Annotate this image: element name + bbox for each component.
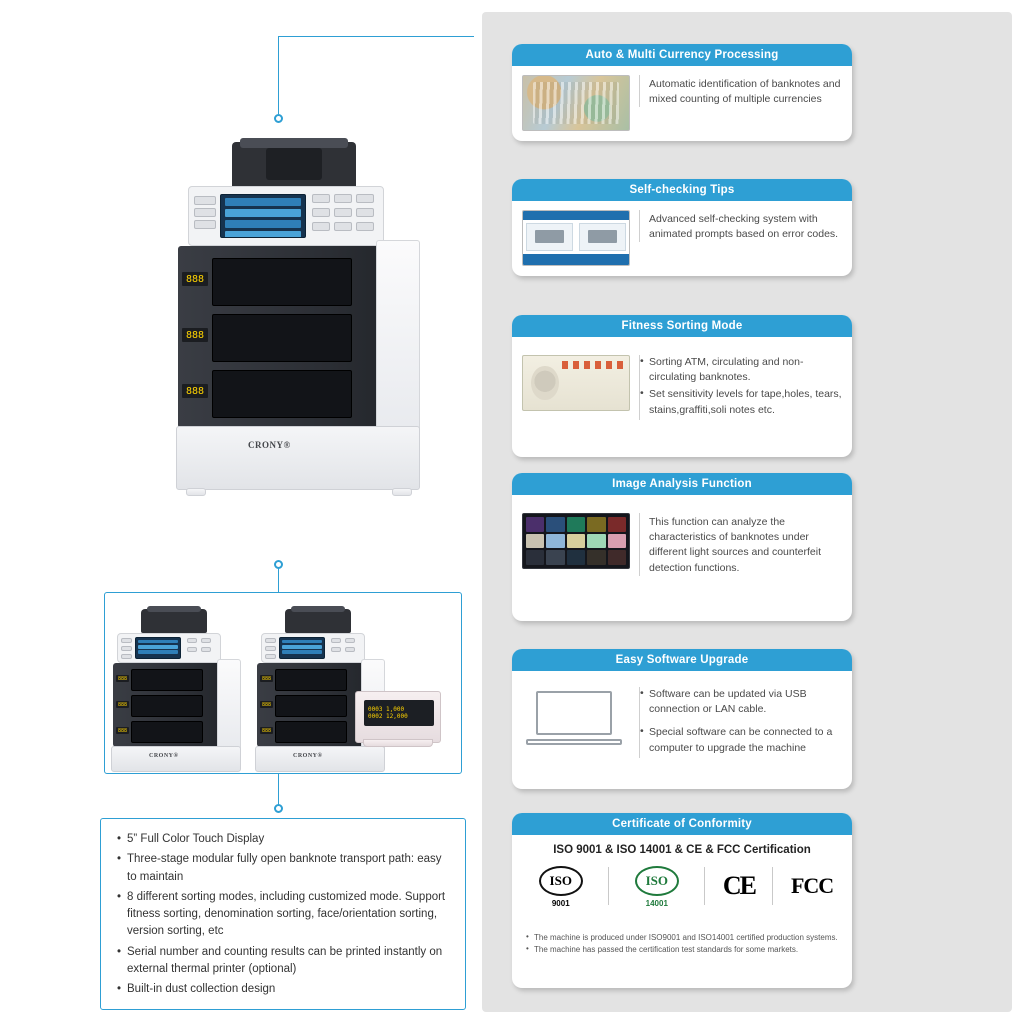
feature-bullet-list (639, 355, 842, 420)
machine-side-cover (217, 659, 241, 751)
keypad-key[interactable] (356, 222, 374, 231)
led-counter-display: 888 (261, 701, 272, 708)
led-counter-display: 888 (182, 328, 208, 342)
divider (704, 867, 705, 905)
list-item: • Special software can be connected to a computer to upgrade the machine (640, 725, 842, 755)
certificate-card (512, 813, 852, 988)
connector-line-mid-vertical (278, 566, 279, 592)
divider (772, 867, 773, 905)
feature-card-self-checking-tips (512, 179, 852, 276)
stacker-tray[interactable] (212, 258, 352, 306)
keypad-key[interactable] (312, 194, 330, 203)
hopper-lip (147, 606, 201, 612)
display-line: 0003 1,000 (368, 706, 405, 713)
hopper-lip (240, 138, 348, 148)
keypad-key[interactable] (121, 638, 132, 643)
led-counter-display: 888 (117, 701, 128, 708)
keypad-key[interactable] (201, 647, 211, 652)
list-item: • 8 different sorting modes, including customized mode. Support fitness sorting, denomination sorting, face/orientation sorting, version sorting, etc (117, 889, 453, 941)
feature-title: Image Analysis Function (512, 473, 852, 495)
led-counter-display: 888 (182, 272, 208, 286)
keypad-key[interactable] (187, 647, 197, 652)
led-counter-display: 888 (117, 675, 128, 682)
keypad-key[interactable] (331, 638, 341, 643)
connector-dot-bottom (274, 804, 283, 813)
hopper (285, 609, 351, 633)
keypad-key[interactable] (331, 647, 341, 652)
stacker-tray[interactable] (131, 669, 203, 691)
led-counter-display: 888 (261, 727, 272, 734)
ce-mark-icon: CE (722, 871, 755, 900)
us-dollar-note-icon (522, 355, 630, 411)
hopper-lip (291, 606, 345, 612)
list-item: • Three-stage modular fully open banknote transport path: easy to maintain (117, 851, 453, 886)
machine-base (255, 746, 385, 772)
specifications-list (117, 831, 453, 998)
machine-side-cover (376, 240, 420, 436)
hopper-guide (266, 148, 322, 180)
external-display-stand (363, 739, 433, 747)
list-item: • The machine has passed the certification test standards for some markets. (526, 944, 838, 956)
feature-title: Self-checking Tips (512, 179, 852, 201)
stacker-tray[interactable] (131, 721, 203, 743)
feature-description: Advanced self-checking system with animated prompts based on error codes. (639, 210, 842, 242)
keypad-key[interactable] (312, 208, 330, 217)
list-item: • Sorting ATM, circulating and non-circulating banknotes. (640, 355, 842, 385)
iso-label: ISO (645, 873, 668, 888)
machine-foot (186, 488, 206, 496)
keypad-key[interactable] (187, 638, 197, 643)
machine-foot (392, 488, 412, 496)
connector-dot-top (274, 114, 283, 123)
keypad-key[interactable] (312, 222, 330, 231)
keypad-key[interactable] (356, 208, 374, 217)
external-display-unit (355, 691, 441, 743)
error-code-screens-icon (522, 210, 630, 266)
list-item: • Software can be updated via USB connection or LAN cable. (640, 687, 842, 717)
stacker-tray[interactable] (275, 669, 347, 691)
stacker-tray[interactable] (131, 695, 203, 717)
keypad-key[interactable] (345, 638, 355, 643)
hopper (141, 609, 207, 633)
external-display-screen (364, 700, 434, 726)
certificate-notes (512, 932, 852, 965)
keypad-key[interactable] (201, 638, 211, 643)
product-image-main (170, 140, 430, 500)
iso-number: 9001 (551, 899, 570, 908)
led-counter-display: 888 (117, 727, 128, 734)
iso-label: ISO (549, 873, 572, 888)
feature-bullet-list (639, 687, 842, 758)
certificate-headline: ISO 9001 & ISO 14001 & CE & FCC Certification (553, 844, 811, 856)
iso-9001-badge (531, 864, 591, 908)
features-panel (482, 12, 1012, 1012)
brand-logo: CRONY® (248, 440, 291, 450)
keypad-key[interactable] (121, 654, 132, 659)
connector-line-top-vertical (278, 36, 279, 114)
stacker-tray[interactable] (275, 695, 347, 717)
keypad-key[interactable] (265, 646, 276, 651)
banknotes-photo-icon (522, 75, 630, 131)
keypad-key[interactable] (194, 208, 216, 217)
list-item: • 5” Full Color Touch Display (117, 831, 453, 848)
feature-title: Easy Software Upgrade (512, 649, 852, 671)
feature-title: Fitness Sorting Mode (512, 315, 852, 337)
spectral-image-analysis-icon (522, 513, 630, 569)
certificate-title: Certificate of Conformity (512, 813, 852, 835)
specifications-box (100, 818, 466, 1010)
led-counter-display: 888 (182, 384, 208, 398)
keypad-key[interactable] (334, 222, 352, 231)
keypad-key[interactable] (194, 196, 216, 205)
display-line: 0002 12,000 (368, 713, 408, 720)
keypad-key[interactable] (194, 220, 216, 229)
machine-base (176, 426, 420, 490)
keypad-key[interactable] (334, 208, 352, 217)
iso-14001-badge (627, 864, 687, 908)
connector-line-top-horizontal (278, 36, 474, 37)
keypad-key[interactable] (356, 194, 374, 203)
keypad-key[interactable] (345, 647, 355, 652)
feature-card-image-analysis (512, 473, 852, 621)
feature-description: Automatic identification of banknotes and mixed counting of multiple currencies (639, 75, 842, 107)
touch-display[interactable] (220, 194, 306, 238)
brand-logo: CRONY® (149, 753, 179, 759)
keypad-key[interactable] (334, 194, 352, 203)
feature-card-fitness-sorting (512, 315, 852, 457)
brand-logo: CRONY® (293, 753, 323, 759)
keypad-key[interactable] (265, 638, 276, 643)
stacker-tray[interactable] (212, 370, 352, 418)
list-item: • The machine is produced under ISO9001 and ISO14001 certified production systems. (526, 932, 838, 944)
product-family-image (104, 592, 462, 774)
list-item: • Serial number and counting results can be printed instantly on external thermal printer (optional) (117, 944, 453, 979)
feature-card-auto-multi-currency (512, 44, 852, 141)
product-image-variant-1 (109, 607, 245, 767)
list-item: • Set sensitivity levels for tape,holes, tears, stains,graffiti,soli notes etc. (640, 387, 842, 417)
touch-display[interactable] (135, 637, 181, 659)
touch-display[interactable] (279, 637, 325, 659)
laptop-icon (522, 687, 630, 749)
iso-number: 14001 (645, 899, 668, 908)
connector-dot-mid (274, 560, 283, 569)
feature-description: This function can analyze the characteristics of banknotes under different light sources and counterfeit detection functions. (639, 513, 842, 576)
feature-card-software-upgrade (512, 649, 852, 789)
fcc-mark-icon: FCC (790, 873, 834, 898)
led-counter-display: 888 (261, 675, 272, 682)
stacker-tray[interactable] (212, 314, 352, 362)
feature-title: Auto & Multi Currency Processing (512, 44, 852, 66)
certificate-badges (512, 862, 852, 916)
keypad-key[interactable] (265, 654, 276, 659)
list-item: • Built-in dust collection design (117, 981, 453, 998)
machine-base (111, 746, 241, 772)
keypad-key[interactable] (121, 646, 132, 651)
divider (608, 867, 609, 905)
stacker-tray[interactable] (275, 721, 347, 743)
